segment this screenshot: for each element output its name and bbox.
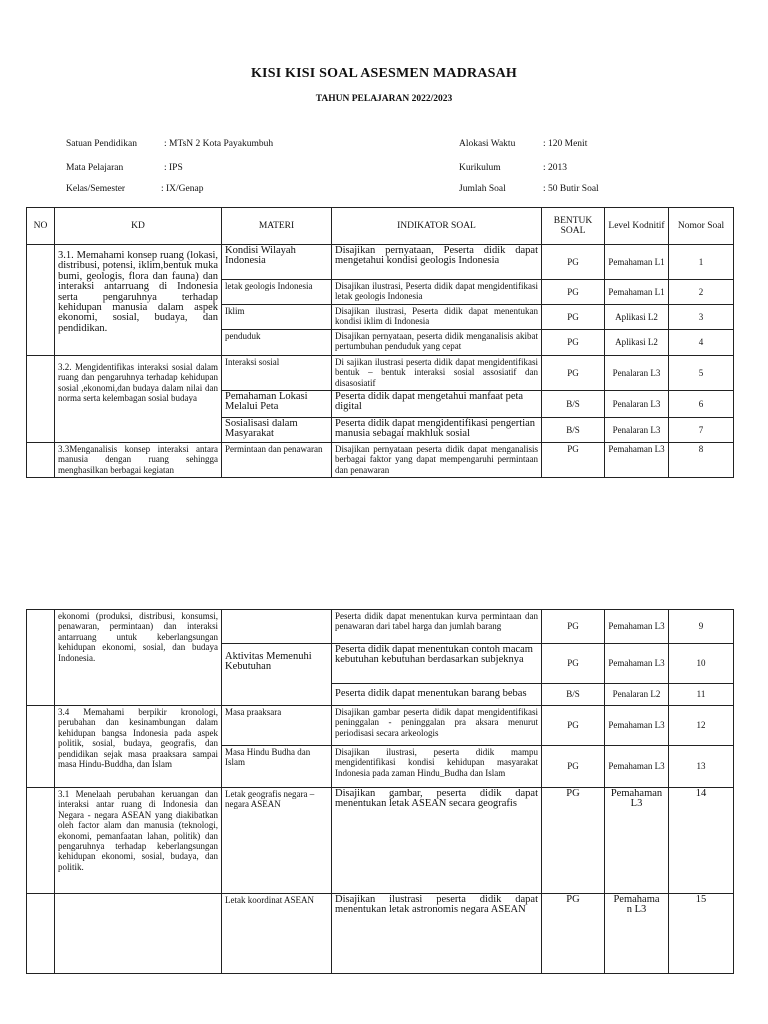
bentuk-cell: PG — [542, 788, 605, 894]
bentuk-cell: PG — [542, 894, 605, 974]
header-kd: KD — [55, 208, 222, 245]
bentuk-cell: PG — [542, 305, 605, 330]
table-row — [27, 894, 734, 974]
materi-cell: Kondisi Wilayah Indonesia — [222, 245, 332, 280]
kelas-label: Kelas/Semester — [66, 184, 126, 194]
bentuk-cell: PG — [542, 610, 605, 644]
nomor-cell: 11 — [669, 684, 734, 706]
nomor-cell: 8 — [669, 443, 734, 478]
level-cell: Pemahaman L1 — [605, 280, 669, 305]
level-cell: Aplikasi L2 — [605, 305, 669, 330]
bentuk-cell: PG — [542, 245, 605, 280]
level-cell: Pemahaman L3 — [605, 706, 669, 746]
mapel-value: : IPS — [164, 163, 183, 173]
document-subtitle: TAHUN PELAJARAN 2022/2023 — [315, 94, 453, 104]
indikator-cell: Disajikan pernyataan peserta didik dapat menganalisis berbagai faktor yang dapat mempengaruhi permintaan dan penawaran — [332, 443, 542, 478]
table-row — [27, 788, 734, 894]
table-row — [27, 356, 734, 391]
level-cell: Pemahaman L3 — [605, 788, 669, 894]
no-cell — [27, 788, 55, 894]
bentuk-cell: B/S — [542, 684, 605, 706]
kd-cell: 3.1. Memahami konsep ruang (lokasi, distribusi, potensi, iklim,bentuk muka bumi, geologis, flora dan fauna) dan interaksi antarruang di Indonesia serta pengaruhnya terhadap kehidupan manusia dalam aspek ekonomi, sosial, budaya, dan pendidikan. — [55, 245, 222, 356]
level-cell: Pemahaman L3 — [605, 610, 669, 644]
bentuk-cell: PG — [542, 330, 605, 356]
level-cell: Penalaran L3 — [605, 418, 669, 443]
no-cell — [27, 356, 55, 443]
materi-cell: letak geologis Indonesia — [222, 280, 332, 305]
indikator-cell: Peserta didik dapat mengidentifikasi pengertian manusia sebagai makhluk sosial — [332, 418, 542, 443]
kd-cell: 3.4 Memahami berpikir kronologi, perubahan dan kesinambungan dalam kehidupan bangsa Indonesia pada aspek politik, sosial, budaya, geografis, dan pendidikan sejak masa praaksara sampai masa Hindu-Buddha, dan Islam — [55, 706, 222, 788]
level-cell: Penalaran L3 — [605, 356, 669, 391]
level-cell: Penalaran L3 — [605, 391, 669, 418]
indikator-cell: Disajikan ilustrasi peserta didik dapat menentukan letak astronomis negara ASEAN — [332, 894, 542, 974]
satuan-value: : MTsN 2 Kota Payakumbuh — [164, 139, 274, 149]
indikator-cell: Disajikan gambar, peserta didik dapat menentukan letak ASEAN secara geografis — [332, 788, 542, 894]
indikator-cell: Disajikan ilustrasi, Peserta didik dapat menentukan kondisi iklim di Indonesia — [332, 305, 542, 330]
indikator-cell: Disajikan gambar peserta didik dapat mengidentifikasi peninggalan - peninggalan pra aksara menurut periodisasi secara arkeologis — [332, 706, 542, 746]
kd-cell: 3.2. Mengidentifikas interaksi sosial dalam ruang dan pengaruhnya terhadap kehidupan sosial ,ekonomi,dan budaya dalam nilai dan norma serta kelembagan sosial budaya — [55, 356, 222, 443]
kd-cell: 3.1 Menelaah perubahan keruangan dan interaksi antar ruang di Indonesia dan Negara - negara ASEAN yang diakibatkan oleh factor alam dan manusia (teknologi, ekonomi, pemanfaatan lahan, politik) dan pengaruhnya terhadap keberlangsungan kehidupan ekonomi, sosial, budaya, dan politik. — [55, 788, 222, 894]
nomor-cell: 14 — [669, 788, 734, 894]
no-cell — [27, 443, 55, 478]
table-row — [27, 706, 734, 746]
kurikulum-value: : 2013 — [543, 163, 568, 173]
materi-cell: Permintaan dan penawaran — [222, 443, 332, 478]
nomor-cell: 7 — [669, 418, 734, 443]
document-title: KISI KISI SOAL ASESMEN MADRASAH — [250, 66, 518, 81]
materi-cell: Iklim — [222, 305, 332, 330]
jumlah-value: : 50 Butir Soal — [543, 184, 599, 194]
no-cell — [27, 245, 55, 356]
bentuk-cell: PG — [542, 356, 605, 391]
nomor-cell: 15 — [669, 894, 734, 974]
bentuk-cell: B/S — [542, 418, 605, 443]
kisi-table-page-2 — [26, 609, 734, 974]
materi-cell: Pemahaman Lokasi Melalui Peta — [222, 391, 332, 418]
indikator-cell: Peserta didik dapat menentukan barang bebas — [332, 684, 542, 706]
nomor-cell: 5 — [669, 356, 734, 391]
indikator-cell: Disajikan pernyataan, Peserta didik dapat mengetahui kondisi geologis Indonesia — [332, 245, 542, 280]
level-cell: Pemahaman L3 — [605, 746, 669, 788]
header-materi: MATERI — [222, 208, 332, 245]
kd-cell — [55, 894, 222, 974]
nomor-cell: 9 — [669, 610, 734, 644]
jumlah-label: Jumlah Soal — [459, 184, 506, 194]
materi-cell: penduduk — [222, 330, 332, 356]
indikator-cell: Disajikan ilustrasi, Peserta didik dapat mengidentifikasi letak geologis Indonesia — [332, 280, 542, 305]
kisi-table-page-1 — [26, 207, 734, 478]
indikator-cell: Di sajikan ilustrasi peserta didik dapat mengidentifikasi bentuk – bentuk interaksi sosial assosiatif dan disasosiatif — [332, 356, 542, 391]
bentuk-cell: PG — [542, 706, 605, 746]
materi-cell: Aktivitas Memenuhi Kebutuhan — [222, 644, 332, 706]
indikator-cell: Peserta didik dapat mengetahui manfaat peta digital — [332, 391, 542, 418]
nomor-cell: 3 — [669, 305, 734, 330]
header-level: Level Kodnitif — [605, 208, 669, 245]
table-row — [27, 245, 734, 280]
no-cell — [27, 706, 55, 788]
table-row — [27, 443, 734, 478]
nomor-cell: 10 — [669, 644, 734, 684]
indikator-cell: Peserta didik dapat menentukan contoh macam kebutuhan kebutuhan berdasarkan subjeknya — [332, 644, 542, 684]
materi-cell: Masa praaksara — [222, 706, 332, 746]
bentuk-cell: B/S — [542, 391, 605, 418]
header-indikator: INDIKATOR SOAL — [332, 208, 542, 245]
satuan-label: Satuan Pendidikan — [66, 139, 137, 149]
alokasi-value: : 120 Menit — [543, 139, 588, 149]
materi-cell: Letak geografis negara – negara ASEAN — [222, 788, 332, 894]
materi-cell — [222, 610, 332, 644]
bentuk-cell: PG — [542, 443, 605, 478]
level-cell: Aplikasi L2 — [605, 330, 669, 356]
bentuk-cell: PG — [542, 280, 605, 305]
kd-cell: ekonomi (produksi, distribusi, konsumsi, penawaran, permintaan) dan interaksi antarruang untuk keberlangsungan kehidupan ekonomi, sosial, dan budaya Indonesia. — [55, 610, 222, 706]
header-no: NO — [27, 208, 55, 245]
level-cell: Pemahaman L1 — [605, 245, 669, 280]
level-cell: Pemahama n L3 — [605, 894, 669, 974]
bentuk-cell: PG — [542, 644, 605, 684]
kurikulum-label: Kurikulum — [459, 163, 501, 173]
nomor-cell: 6 — [669, 391, 734, 418]
kd-cell: 3.3Menganalisis konsep interaksi antara manusia dengan ruang sehingga menghasilkan berbagai kegiatan — [55, 443, 222, 478]
nomor-cell: 12 — [669, 706, 734, 746]
materi-cell: Letak koordinat ASEAN — [222, 894, 332, 974]
nomor-cell: 13 — [669, 746, 734, 788]
nomor-cell: 2 — [669, 280, 734, 305]
nomor-cell: 1 — [669, 245, 734, 280]
level-cell: Penalaran L2 — [605, 684, 669, 706]
header-nomor: Nomor Soal — [669, 208, 734, 245]
indikator-cell: Peserta didik dapat menentukan kurva permintaan dan penawaran dari tabel harga dan jumlah barang — [332, 610, 542, 644]
materi-cell: Interaksi sosial — [222, 356, 332, 391]
header-bentuk: BENTUK SOAL — [542, 208, 605, 245]
no-cell — [27, 894, 55, 974]
indikator-cell: Disajikan ilustrasi, peserta didik mampu mengidentifikasi kondisi kehidupan masyarakat Indonesia pada zaman Hindu_Budha dan Islam — [332, 746, 542, 788]
table-row — [27, 610, 734, 644]
kelas-value: : IX/Genap — [161, 184, 204, 194]
no-cell — [27, 610, 55, 706]
materi-cell: Sosialisasi dalam Masyarakat — [222, 418, 332, 443]
level-cell: Pemahaman L3 — [605, 443, 669, 478]
bentuk-cell: PG — [542, 746, 605, 788]
indikator-cell: Disajikan pernyataan, peserta didik menganalisis akibat pertumbuhan penduduk yang cepat — [332, 330, 542, 356]
nomor-cell: 4 — [669, 330, 734, 356]
alokasi-label: Alokasi Waktu — [459, 139, 516, 149]
mapel-label: Mata Pelajaran — [66, 163, 124, 173]
materi-cell: Masa Hindu Budha dan Islam — [222, 746, 332, 788]
level-cell: Pemahaman L3 — [605, 644, 669, 684]
